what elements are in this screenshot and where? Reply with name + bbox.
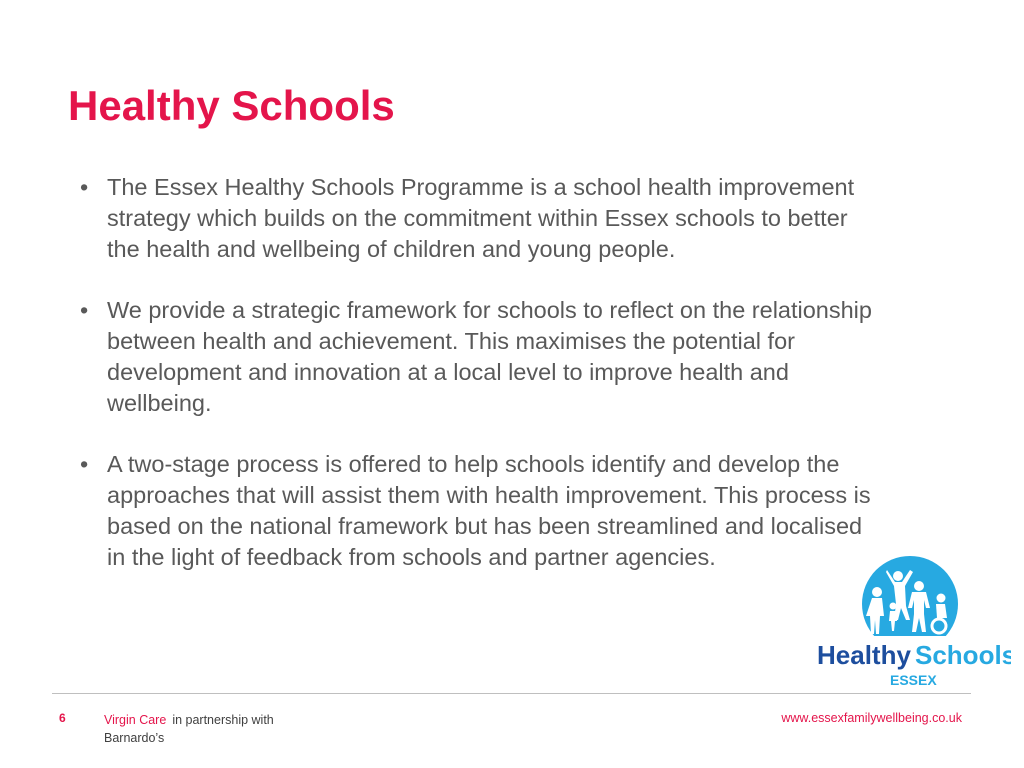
bullet-text: The Essex Healthy Schools Programme is a school health improvement strategy which builds on the commitment within Essex schools to better the health and wellbeing of children and young people. xyxy=(107,174,855,262)
logo-subtitle: ESSEX xyxy=(890,672,937,688)
bullet-item xyxy=(76,172,876,265)
page-number: 6 xyxy=(59,711,66,725)
bullet-text: We provide a strategic framework for schools to reflect on the relationship between health and achievement. This maximises the potential for development and innovation at a local level to improve health and wellbeing. xyxy=(107,297,872,416)
bullet-item xyxy=(76,295,876,419)
logo-wordmark-healthy: Healthy xyxy=(817,640,911,670)
bullet-marker: • xyxy=(80,297,89,323)
healthy-schools-logo-graphic xyxy=(815,556,1011,690)
footer-divider xyxy=(52,693,971,694)
footer-partnership-text: in partnership with xyxy=(172,713,274,727)
healthy-schools-essex-logo xyxy=(815,556,1011,690)
bullet-list xyxy=(76,172,876,603)
logo-wordmark-schools: Schools xyxy=(915,640,1011,670)
bullet-text: A two-stage process is offered to help schools identify and develop the approaches that will assist them with health improvement. This process is based on the national framework but has been streamlined and localised in the light of feedback from schools and partner agencies. xyxy=(107,451,871,570)
footer-partnership xyxy=(104,711,274,747)
slide-title: Healthy Schools xyxy=(68,82,395,129)
footer-website-link[interactable]: www.essexfamilywellbeing.co.uk xyxy=(781,711,962,725)
bullet-marker: • xyxy=(80,451,89,477)
bullet-item xyxy=(76,449,876,573)
footer-brand: Virgin Care xyxy=(104,713,167,727)
bullet-marker: • xyxy=(80,174,89,200)
footer-partner: Barnardo’s xyxy=(104,731,165,745)
